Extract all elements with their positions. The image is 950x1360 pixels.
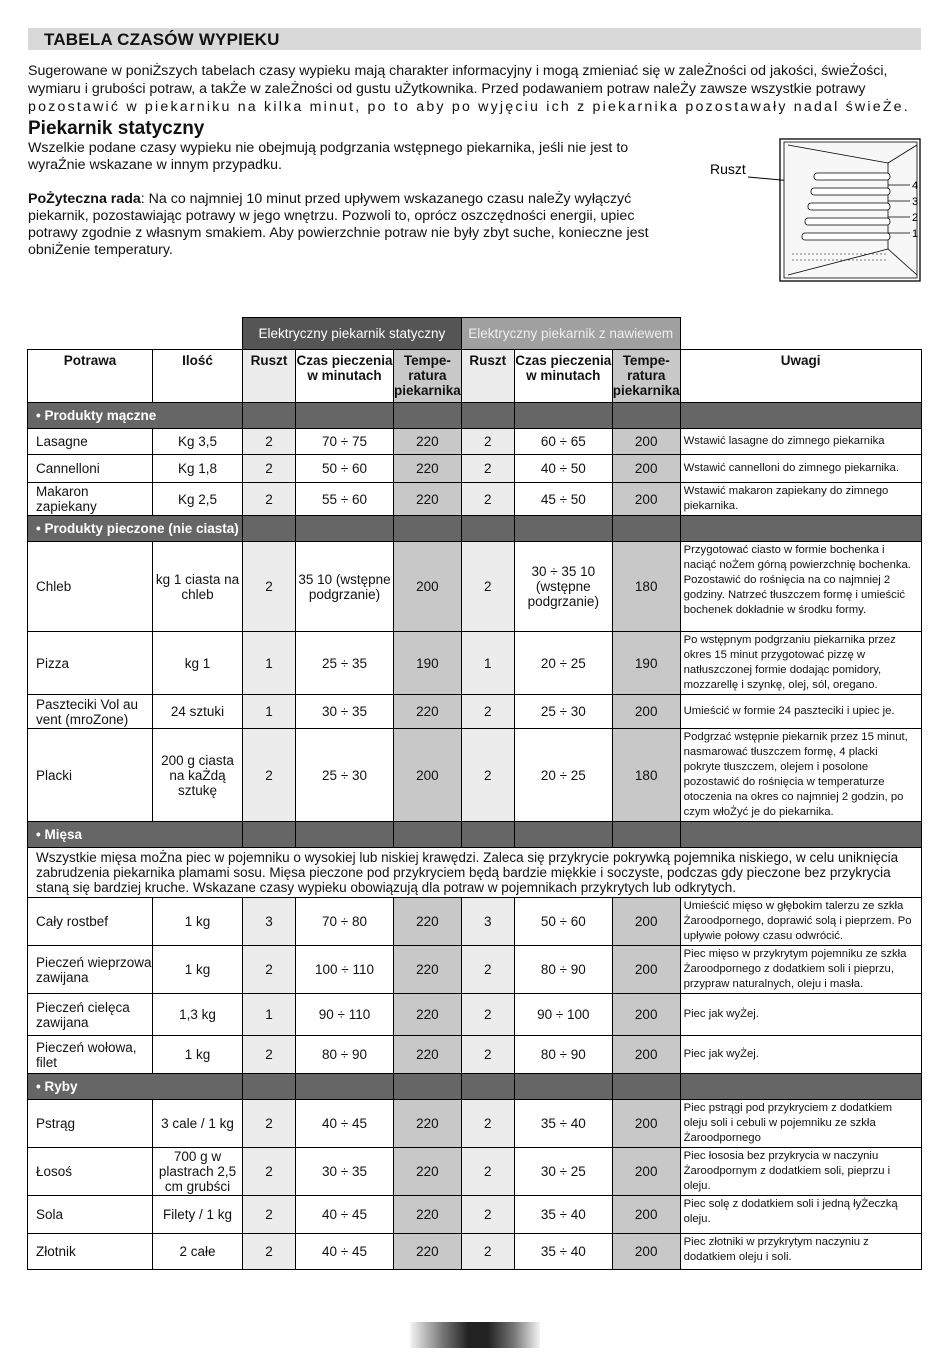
qty-cell: Kg 3,5 [153, 429, 243, 455]
time-cell: 70 ÷ 75 [296, 429, 394, 455]
note-cell: Umieścić w formie 24 paszteciki i upiec je. [680, 695, 921, 729]
rack-cell: 2 [461, 1036, 514, 1074]
intro-paragraph [28, 62, 921, 116]
table-row [28, 729, 922, 822]
temp-cell: 220 [394, 1036, 462, 1074]
temp-cell: 200 [612, 946, 680, 994]
category-cell [394, 822, 462, 848]
table-row [28, 695, 922, 729]
rack-cell: 2 [461, 483, 514, 516]
note-cell: Umieścić mięso w głębokim talerzu ze szkła Żaroodpornego, doprawić solą i pieprzem. Po upływie połowy czasu odwrócić. [680, 898, 921, 946]
time-cell: 50 ÷ 60 [296, 455, 394, 483]
temp-cell: 220 [394, 898, 462, 946]
table-row [28, 1234, 922, 1270]
temp-cell: 200 [612, 1148, 680, 1196]
dish-cell: Łosoś [28, 1148, 153, 1196]
qty-cell: 24 sztuki [153, 695, 243, 729]
rack-cell: 2 [243, 1100, 296, 1148]
time-cell: 55 ÷ 60 [296, 483, 394, 516]
temp-cell: 220 [394, 1234, 462, 1270]
dish-cell: Pieczeń wołowa, filet [28, 1036, 153, 1074]
col-header-rack: Ruszt [461, 350, 514, 403]
rack-cell: 2 [461, 994, 514, 1036]
page-footer-bar [410, 1322, 540, 1348]
category-row [28, 516, 922, 542]
category-cell [514, 403, 612, 429]
category-label: • Produkty mączne [28, 403, 243, 429]
rack-cell: 1 [243, 695, 296, 729]
time-cell: 35 ÷ 40 [514, 1196, 612, 1234]
baking-table [27, 317, 922, 1270]
table-row [28, 542, 922, 632]
rack-cell: 1 [243, 632, 296, 695]
category-cell [461, 516, 514, 542]
rack-cell: 2 [243, 1036, 296, 1074]
time-cell: 70 ÷ 80 [296, 898, 394, 946]
time-cell: 30 ÷ 25 [514, 1148, 612, 1196]
qty-cell: 1 kg [153, 1036, 243, 1074]
time-cell: 25 ÷ 30 [296, 729, 394, 822]
group-header-static: Elektryczny piekarnik statyczny [243, 318, 462, 350]
temp-cell: 200 [612, 455, 680, 483]
rack-cell: 2 [243, 729, 296, 822]
time-cell: 90 ÷ 100 [514, 994, 612, 1036]
temp-cell: 200 [612, 1100, 680, 1148]
category-row [28, 1074, 922, 1100]
rack-cell: 2 [243, 1148, 296, 1196]
time-cell: 35 10 (wstępne podgrzanie) [296, 542, 394, 632]
category-cell [461, 403, 514, 429]
note-cell: Po wstępnym podgrzaniu piekarnika przez okres 15 minut przygotować pizzę w natłuszczonej formie dodając pomidory, mozzarellę i szynkę, olej, sól, oregano. [680, 632, 921, 695]
category-cell [243, 822, 296, 848]
dish-cell: Pieczeń wieprzowa zawijana [28, 946, 153, 994]
rack-level-label: 4 [912, 180, 919, 192]
temp-cell: 180 [612, 729, 680, 822]
time-cell: 25 ÷ 35 [296, 632, 394, 695]
category-cell [680, 403, 921, 429]
note-cell: Piec solę z dodatkiem soli i jedną łyŻeczką oleju. [680, 1196, 921, 1234]
rack-cell: 2 [461, 429, 514, 455]
rack-cell: 2 [461, 729, 514, 822]
note-cell: Wstawić cannelloni do zimnego piekarnika. [680, 455, 921, 483]
dish-cell: Makaron zapiekany [28, 483, 153, 516]
title-bar [28, 28, 921, 50]
table-row [28, 1196, 922, 1234]
category-cell [296, 403, 394, 429]
temp-cell: 200 [612, 1196, 680, 1234]
qty-cell: 1,3 kg [153, 994, 243, 1036]
time-cell: 20 ÷ 25 [514, 632, 612, 695]
temp-cell: 220 [394, 1148, 462, 1196]
col-header-temp: Tempe- ratura piekarnika [394, 350, 462, 403]
table-row [28, 1100, 922, 1148]
dish-cell: Paszteciki Vol au vent (mroZone) [28, 695, 153, 729]
col-header-notes: Uwagi [680, 350, 921, 403]
category-cell [394, 516, 462, 542]
time-cell: 80 ÷ 90 [296, 1036, 394, 1074]
time-cell: 30 ÷ 35 [296, 1148, 394, 1196]
intro-line: pozostawić w piekarniku na kilka minut, po to aby po wyjęciu ich z piekarnika pozostawały nadal świeŻe. [28, 99, 910, 115]
table-row [28, 1036, 922, 1074]
category-cell [394, 403, 462, 429]
temp-cell: 220 [394, 695, 462, 729]
table-row [28, 632, 922, 695]
rack-level-label: 3 [912, 196, 919, 208]
page-title: TABELA CZASÓW WYPIEKU [44, 30, 280, 49]
time-cell: 60 ÷ 65 [514, 429, 612, 455]
qty-cell: kg 1 [153, 632, 243, 695]
note-cell: Wstawić lasagne do zimnego piekarnika [680, 429, 921, 455]
dish-cell: Sola [28, 1196, 153, 1234]
temp-cell: 220 [394, 946, 462, 994]
dish-cell: Pstrąg [28, 1100, 153, 1148]
temp-cell: 220 [394, 429, 462, 455]
rack-cell: 2 [243, 429, 296, 455]
note-cell: Piec pstrągi pod przykryciem z dodatkiem oleju soli i cebuli w pojemniku ze szkła Żaroodpornego [680, 1100, 921, 1148]
category-cell [514, 516, 612, 542]
time-cell: 35 ÷ 40 [514, 1100, 612, 1148]
temp-cell: 200 [612, 429, 680, 455]
category-cell [461, 1074, 514, 1100]
col-header-rack: Ruszt [243, 350, 296, 403]
category-cell [296, 822, 394, 848]
category-label: • Produkty pieczone (nie ciasta) [28, 516, 243, 542]
note-cell: Przygotować ciasto w formie bochenka i naciąć noŻem górną powierzchnię bochenka. Pozostawić do rośnięcia na co najmniej 2 godziny. Natrzeć tłuszczem formę i umieścić bochenek dokładnie w środku formy. [680, 542, 921, 632]
table-row [28, 946, 922, 994]
rack-cell: 2 [243, 1196, 296, 1234]
category-cell [394, 1074, 462, 1100]
note-cell: Podgrzać wstępnie piekarnik przez 15 minut, nasmarować tłuszczem formę, 4 placki pokryte tłuszczem, olejem i posolone pozostawić do rośnięcia w temperaturze otoczenia na okres co najmniej 2 godzin, po czym włoŻyć je do piekarnika. [680, 729, 921, 822]
rack-cell: 2 [461, 1100, 514, 1148]
temp-cell: 190 [394, 632, 462, 695]
rack-cell: 2 [243, 483, 296, 516]
time-cell: 40 ÷ 45 [296, 1100, 394, 1148]
note-cell: Piec łososia bez przykrycia w naczyniu Żaroodpornym z dodatkiem soli, pieprzu i oleju. [680, 1148, 921, 1196]
note-cell: Piec mięso w przykrytym pojemniku ze szkła Żaroodpornego z dodatkiem soli i pieprzu, przypraw naturalnych, oleju i masła. [680, 946, 921, 994]
time-cell: 40 ÷ 45 [296, 1234, 394, 1270]
temp-cell: 220 [394, 1196, 462, 1234]
category-cell [680, 822, 921, 848]
category-cell [612, 822, 680, 848]
qty-cell: 3 cale / 1 kg [153, 1100, 243, 1148]
temp-cell: 200 [612, 994, 680, 1036]
qty-cell: 1 kg [153, 946, 243, 994]
table-row [28, 898, 922, 946]
table-row [28, 455, 922, 483]
qty-cell: kg 1 ciasta na chleb [153, 542, 243, 632]
time-cell: 20 ÷ 25 [514, 729, 612, 822]
temp-cell: 220 [394, 455, 462, 483]
rack-cell: 2 [243, 542, 296, 632]
category-row [28, 822, 922, 848]
section-title: Piekarnik statyczny [28, 118, 205, 139]
col-header-time: Czas pieczenia w minutach [296, 350, 394, 403]
tip-text: : Na co najmniej 10 minut przed upływem wskazanego czasu naleŻy wyłączyć piekarnik, pozostawiając potrawy w jego wnętrzu. Pozwoli to, oprócz oszczędności energii, upiec potrawy zgodnie z własnym smakiem. Aby powierzchnie potraw nie były zbyt suche, konieczne jest obniŻenie temperatury. [28, 191, 649, 258]
time-cell: 80 ÷ 90 [514, 946, 612, 994]
col-header-qty: Ilość [153, 350, 243, 403]
rack-cell: 1 [461, 632, 514, 695]
rack-cell: 2 [461, 1148, 514, 1196]
time-cell: 25 ÷ 30 [514, 695, 612, 729]
temp-cell: 200 [612, 898, 680, 946]
rack-cell: 3 [243, 898, 296, 946]
rack-cell: 2 [461, 455, 514, 483]
qty-cell: 1 kg [153, 898, 243, 946]
category-cell [680, 516, 921, 542]
category-cell [514, 1074, 612, 1100]
time-cell: 40 ÷ 45 [296, 1196, 394, 1234]
category-cell [612, 1074, 680, 1100]
rack-cell: 2 [461, 1234, 514, 1270]
category-cell [296, 516, 394, 542]
category-row [28, 403, 922, 429]
dish-cell: Placki [28, 729, 153, 822]
temp-cell: 220 [394, 483, 462, 516]
tip-paragraph [28, 191, 668, 259]
time-cell: 40 ÷ 50 [514, 455, 612, 483]
qty-cell: 2 całe [153, 1234, 243, 1270]
tip-bold: PoŻyteczna rada [28, 191, 141, 207]
dish-cell: Pizza [28, 632, 153, 695]
dish-cell: Lasagne [28, 429, 153, 455]
rack-cell: 2 [461, 946, 514, 994]
table-row [28, 429, 922, 455]
time-cell: 30 ÷ 35 [296, 695, 394, 729]
category-note-row [28, 848, 922, 898]
temp-cell: 200 [612, 695, 680, 729]
time-cell: 45 ÷ 50 [514, 483, 612, 516]
rack-cell: 1 [243, 994, 296, 1036]
rack-level-label: 1 [912, 228, 919, 240]
qty-cell: 200 g ciasta na kaŻdą sztukę [153, 729, 243, 822]
temp-cell: 200 [612, 1036, 680, 1074]
time-cell: 90 ÷ 110 [296, 994, 394, 1036]
rack-cell: 3 [461, 898, 514, 946]
rack-cell: 2 [243, 455, 296, 483]
category-cell [680, 1074, 921, 1100]
temp-cell: 220 [394, 1100, 462, 1148]
intro-line: Sugerowane w poniŻszych tabelach czasy wypieku mają charakter informacyjny i mogą zmieniać się w zaleŻności od jakości, świeŻości, [28, 63, 888, 79]
temp-cell: 200 [394, 729, 462, 822]
temp-cell: 220 [394, 994, 462, 1036]
time-cell: 50 ÷ 60 [514, 898, 612, 946]
rack-level-label: 2 [912, 212, 919, 224]
rack-cell: 2 [243, 1234, 296, 1270]
col-header-dish: Potrawa [28, 350, 153, 403]
temp-cell: 200 [394, 542, 462, 632]
category-cell [514, 822, 612, 848]
rack-label: Ruszt [710, 161, 746, 177]
dish-cell: Chleb [28, 542, 153, 632]
qty-cell: Kg 1,8 [153, 455, 243, 483]
intro-line: wymiaru i grubości potraw, a takŻe w zaleŻności od gustu uŻytkownika. Przed podawaniem potraw naleŻy zawsze wszystkie potrawy [28, 81, 866, 97]
table-row [28, 483, 922, 516]
dish-cell: Cały rostbef [28, 898, 153, 946]
temp-cell: 200 [612, 1234, 680, 1270]
table-row [28, 994, 922, 1036]
category-cell [243, 516, 296, 542]
category-note: Wszystkie mięsa moŻna piec w pojemniku o wysokiej lub niskiej krawędzi. Zaleca się przykrycie pokrywką pojemnika niskiego, w celu uniknięcia zabrudzenia piekarnika plamami sosu. Mięsa pieczone pod przykryciem będą bardzie miękkie i soczyste, podczas gdy pieczone bez przykrycia staną się bardziej kruche. Wskazane czasy wypieku obowiązują dla potraw w pojemnikach przykrytych lub odkrytych. [28, 848, 922, 898]
category-label: • Ryby [28, 1074, 243, 1100]
section-text: Wszelkie podane czasy wypieku nie obejmują podgrzania wstępnego piekarnika, jeśli nie jest to wyraŹnie wskazane w innym przypadku. [28, 140, 629, 173]
dish-cell: Złotnik [28, 1234, 153, 1270]
category-cell [296, 1074, 394, 1100]
qty-cell: 700 g w plastrach 2,5 cm grubści [153, 1148, 243, 1196]
category-cell [612, 516, 680, 542]
time-cell: 30 ÷ 35 10 (wstępne podgrzanie) [514, 542, 612, 632]
rack-cell: 2 [461, 1196, 514, 1234]
time-cell: 80 ÷ 90 [514, 1036, 612, 1074]
note-cell: Piec złotniki w przykrytym naczyniu z dodatkiem oleju i soli. [680, 1234, 921, 1270]
temp-cell: 190 [612, 632, 680, 695]
note-cell: Wstawić makaron zapiekany do zimnego piekarnika. [680, 483, 921, 516]
note-cell: Piec jak wyŻej. [680, 1036, 921, 1074]
rack-cell: 2 [461, 542, 514, 632]
table-row [28, 1148, 922, 1196]
oven-rack-diagram [708, 137, 923, 287]
qty-cell: Filety / 1 kg [153, 1196, 243, 1234]
dish-cell: Pieczeń cielęca zawijana [28, 994, 153, 1036]
note-cell: Piec jak wyŻej. [680, 994, 921, 1036]
category-cell [243, 1074, 296, 1100]
group-header-fan: Elektryczny piekarnik z nawiewem [461, 318, 680, 350]
rack-cell: 2 [461, 695, 514, 729]
category-cell [243, 403, 296, 429]
rack-cell: 2 [243, 946, 296, 994]
qty-cell: Kg 2,5 [153, 483, 243, 516]
category-cell [612, 403, 680, 429]
col-header-temp: Tempe- ratura piekarnika [612, 350, 680, 403]
col-header-time: Czas pieczenia w minutach [514, 350, 612, 403]
time-cell: 35 ÷ 40 [514, 1234, 612, 1270]
temp-cell: 180 [612, 542, 680, 632]
category-cell [461, 822, 514, 848]
dish-cell: Cannelloni [28, 455, 153, 483]
category-label: • Mięsa [28, 822, 243, 848]
time-cell: 100 ÷ 110 [296, 946, 394, 994]
temp-cell: 200 [612, 483, 680, 516]
